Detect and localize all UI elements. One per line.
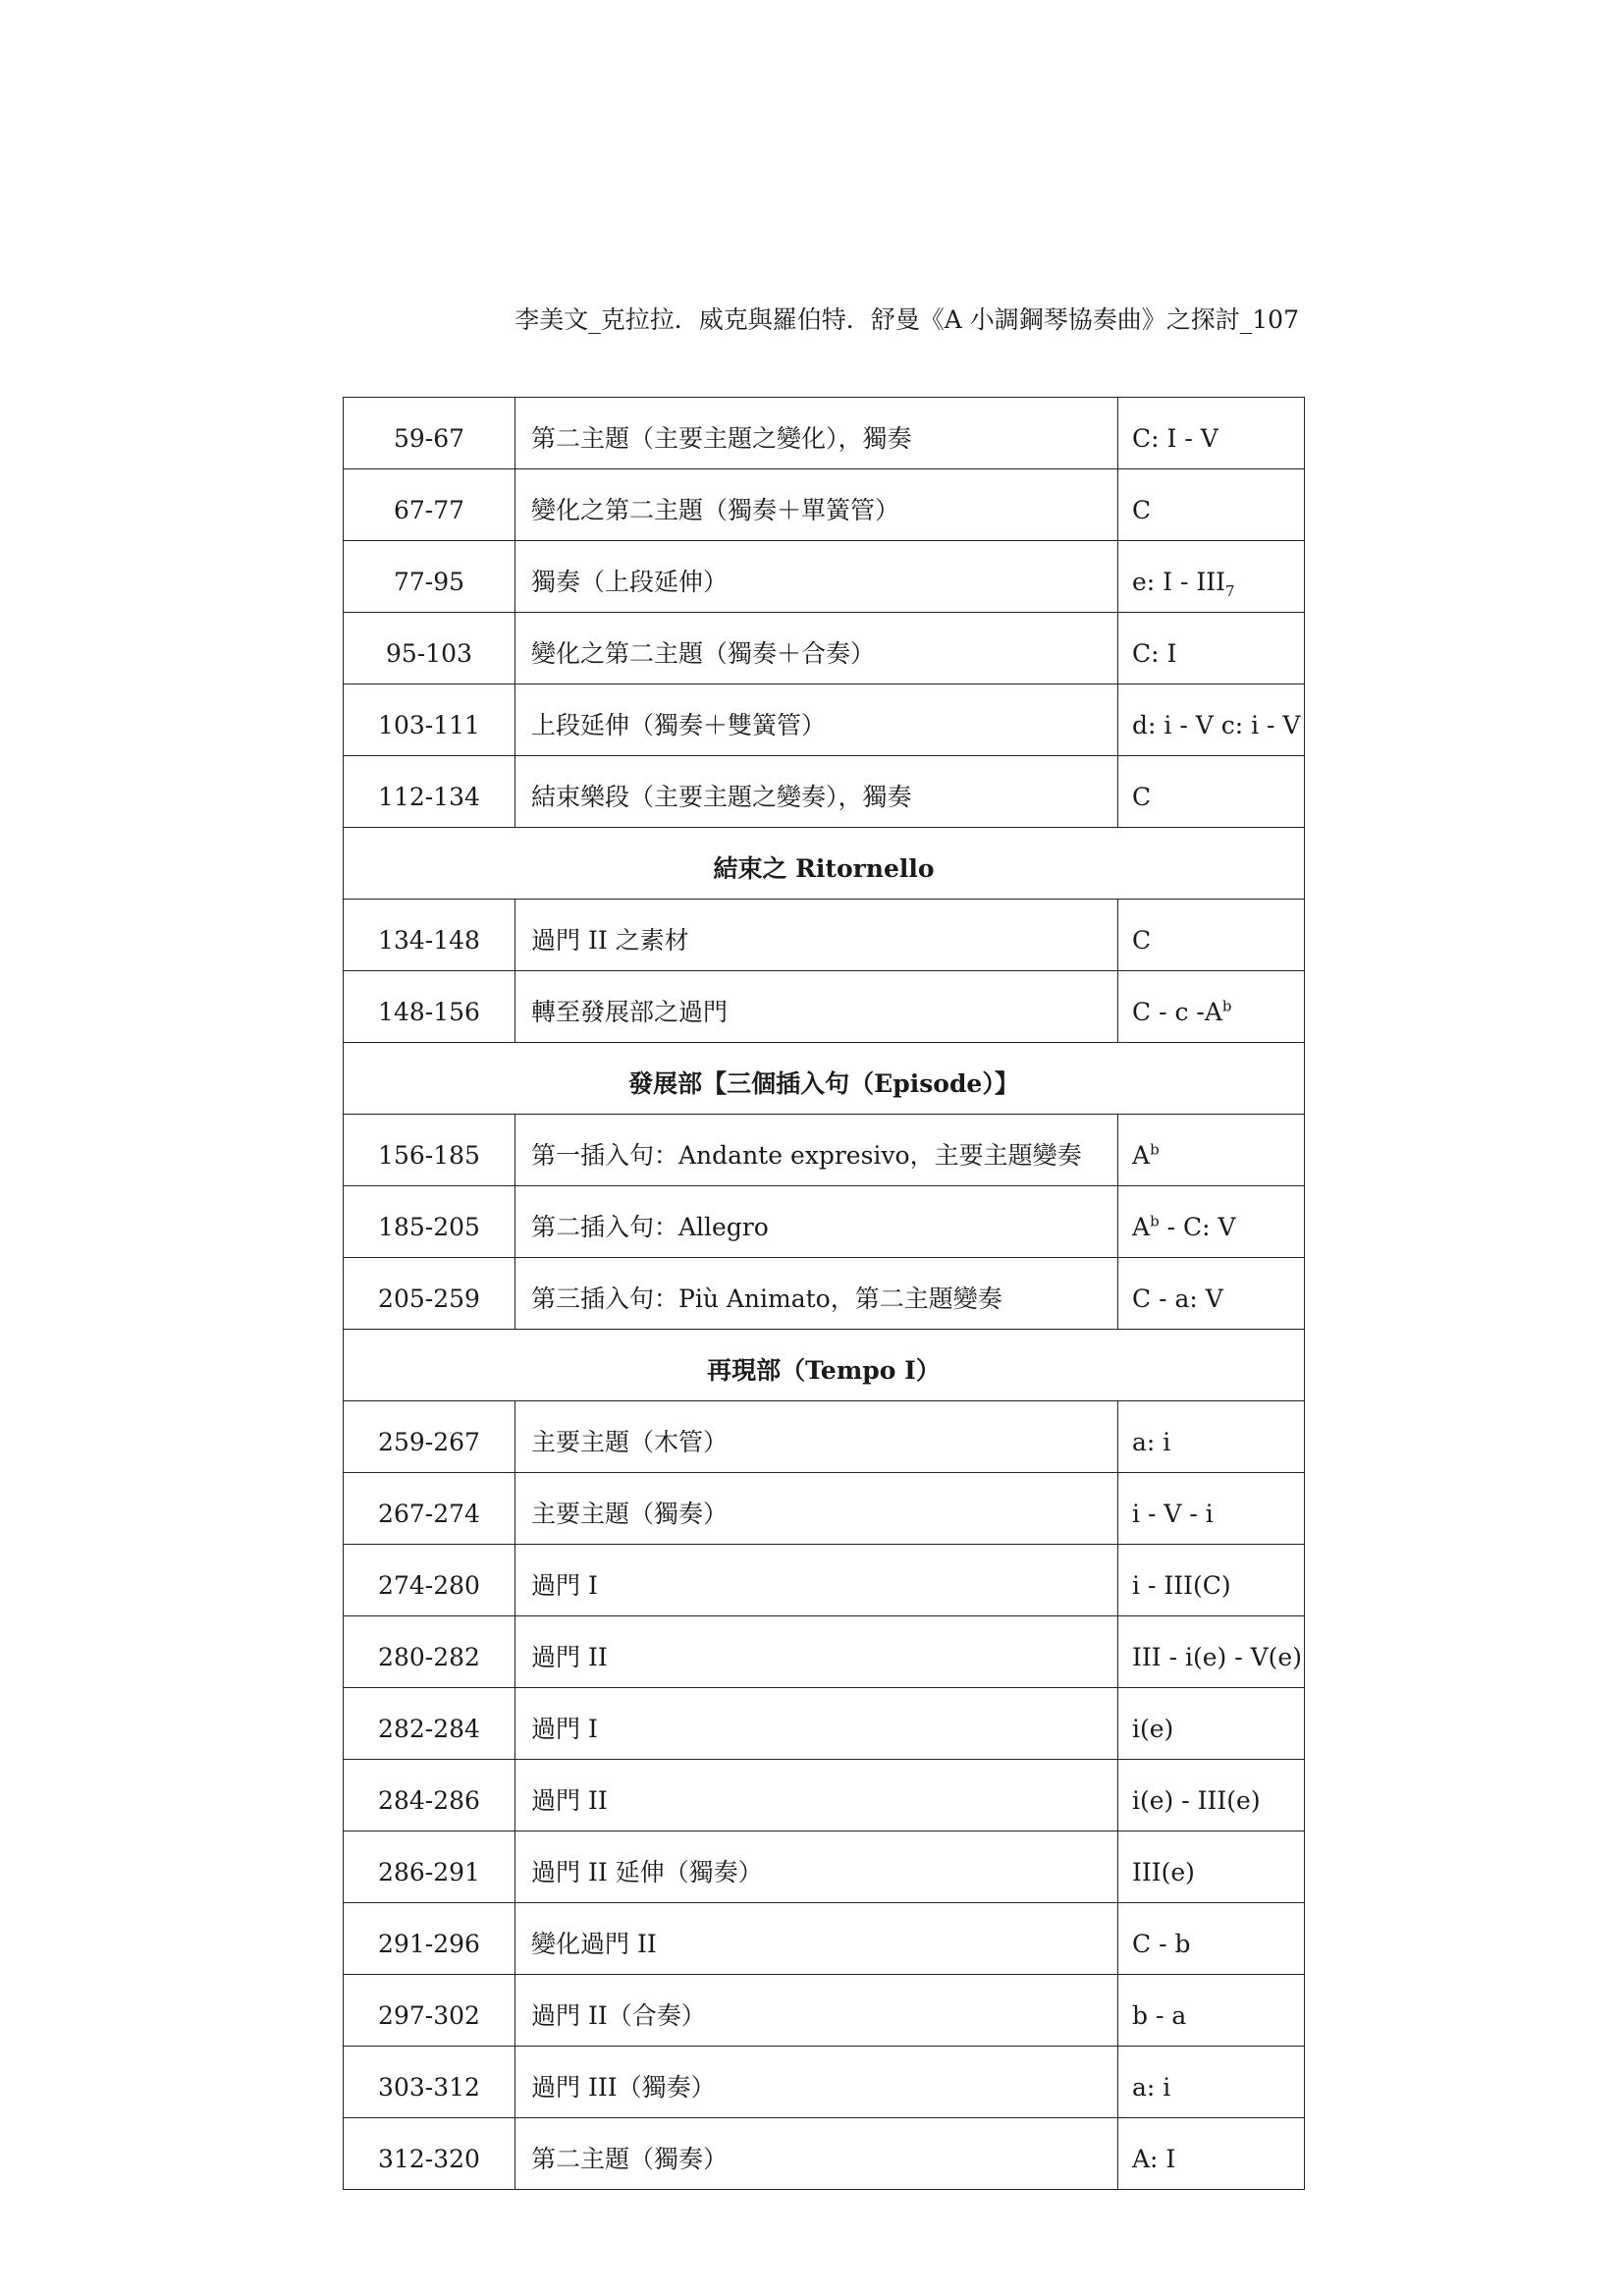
table-row xyxy=(344,1831,1305,1903)
harmony-cell xyxy=(1118,1401,1305,1473)
flat-superscript: b xyxy=(1221,997,1232,1015)
table-row xyxy=(344,1975,1305,2047)
harmony-cell xyxy=(1118,1616,1305,1688)
running-header: 李美文_克拉拉．威克與羅伯特．舒曼《A 小調鋼琴協奏曲》之探討_107 xyxy=(514,305,1299,334)
content-cell: 過門 II xyxy=(515,1760,1118,1831)
measures-cell: 282-284 xyxy=(344,1688,515,1760)
content-cell: 第二主題（獨奏） xyxy=(515,2118,1118,2190)
harmony-cell xyxy=(1118,613,1305,684)
harmony-cell xyxy=(1118,2118,1305,2190)
measures-cell: 59-67 xyxy=(344,398,515,469)
table-row xyxy=(344,971,1305,1043)
measures-cell: 185-205 xyxy=(344,1186,515,1258)
harmony-text: A xyxy=(1132,1141,1151,1170)
section-header-row xyxy=(344,828,1305,900)
table-row xyxy=(344,1115,1305,1186)
section-header-row xyxy=(344,1330,1305,1401)
content-cell: 獨奏（上段延伸） xyxy=(515,541,1118,613)
table-row xyxy=(344,1903,1305,1975)
table-row xyxy=(344,1545,1305,1616)
measures-cell: 259-267 xyxy=(344,1401,515,1473)
content-cell: 轉至發展部之過門 xyxy=(515,971,1118,1043)
table-row xyxy=(344,900,1305,971)
table-row xyxy=(344,1401,1305,1473)
analysis-table xyxy=(343,397,1305,2190)
harmony-text: d: i - V c: i - V xyxy=(1132,711,1301,739)
table-row xyxy=(344,1616,1305,1688)
harmony-cell xyxy=(1118,541,1305,613)
table-row xyxy=(344,541,1305,613)
harmony-cell xyxy=(1118,1760,1305,1831)
harmony-text: i(e) - III(e) xyxy=(1132,1786,1261,1815)
table-row xyxy=(344,398,1305,469)
content-cell: 第二插入句：Allegro xyxy=(515,1186,1118,1258)
table-row xyxy=(344,684,1305,756)
content-cell: 變化之第二主題（獨奏＋合奏） xyxy=(515,613,1118,684)
harmony-text: a: i xyxy=(1132,1428,1171,1456)
harmony-cell xyxy=(1118,1473,1305,1545)
harmony-text: i(e) xyxy=(1132,1715,1174,1743)
harmony-text: C - a: V xyxy=(1132,1285,1223,1313)
content-cell: 主要主題（獨奏） xyxy=(515,1473,1118,1545)
measures-cell: 274-280 xyxy=(344,1545,515,1616)
harmony-text: i - V - i xyxy=(1132,1500,1214,1528)
harmony-text: a: i xyxy=(1132,2073,1171,2102)
table-row xyxy=(344,469,1305,541)
harmony-text: e: I - III xyxy=(1132,568,1226,596)
measures-cell: 134-148 xyxy=(344,900,515,971)
measures-cell: 67-77 xyxy=(344,469,515,541)
harmony-text: i - III(C) xyxy=(1132,1571,1231,1600)
content-cell: 結束樂段（主要主題之變奏），獨奏 xyxy=(515,756,1118,828)
harmony-text: III - i(e) - V(e) xyxy=(1132,1643,1302,1671)
measures-cell: 267-274 xyxy=(344,1473,515,1545)
measures-cell: 284-286 xyxy=(344,1760,515,1831)
harmony-text: A: I xyxy=(1132,2145,1176,2173)
harmony-cell xyxy=(1118,900,1305,971)
measures-cell: 95-103 xyxy=(344,613,515,684)
content-cell: 主要主題（木管） xyxy=(515,1401,1118,1473)
content-cell: 過門 II xyxy=(515,1616,1118,1688)
measures-cell: 312-320 xyxy=(344,2118,515,2190)
harmony-cell xyxy=(1118,1115,1305,1186)
flat-superscript: b xyxy=(1150,1140,1160,1159)
measures-cell: 205-259 xyxy=(344,1258,515,1330)
content-cell: 第三插入句：Più Animato，第二主題變奏 xyxy=(515,1258,1118,1330)
section-title: 發展部【三個插入句（Episode）】 xyxy=(344,1043,1305,1115)
analysis-table-body xyxy=(344,398,1305,2190)
section-title: 結束之 Ritornello xyxy=(344,828,1305,900)
harmony-cell xyxy=(1118,756,1305,828)
harmony-text: b - a xyxy=(1132,2001,1187,2030)
harmony-cell xyxy=(1118,398,1305,469)
chord-subscript: 7 xyxy=(1225,582,1235,600)
harmony-text: III(e) xyxy=(1132,1858,1195,1886)
harmony-text: A xyxy=(1132,1213,1151,1241)
table-row xyxy=(344,1760,1305,1831)
measures-cell: 148-156 xyxy=(344,971,515,1043)
measures-cell: 303-312 xyxy=(344,2047,515,2118)
harmony-text: C xyxy=(1132,496,1152,524)
table-row xyxy=(344,613,1305,684)
measures-cell: 77-95 xyxy=(344,541,515,613)
harmony-cell xyxy=(1118,1688,1305,1760)
harmony-cell xyxy=(1118,971,1305,1043)
content-cell: 過門 II（合奏） xyxy=(515,1975,1118,2047)
measures-cell: 112-134 xyxy=(344,756,515,828)
harmony-text: C xyxy=(1132,926,1152,955)
table-row xyxy=(344,756,1305,828)
harmony-cell xyxy=(1118,684,1305,756)
harmony-text: C xyxy=(1132,783,1152,811)
harmony-text-continued: - C: V xyxy=(1159,1213,1236,1241)
content-cell: 變化過門 II xyxy=(515,1903,1118,1975)
table-row xyxy=(344,1186,1305,1258)
harmony-cell xyxy=(1118,2047,1305,2118)
harmony-cell xyxy=(1118,469,1305,541)
measures-cell: 156-185 xyxy=(344,1115,515,1186)
content-cell: 第二主題（主要主題之變化），獨奏 xyxy=(515,398,1118,469)
measures-cell: 297-302 xyxy=(344,1975,515,2047)
harmony-cell xyxy=(1118,1831,1305,1903)
measures-cell: 103-111 xyxy=(344,684,515,756)
harmony-text: C: I - V xyxy=(1132,424,1218,453)
table-row xyxy=(344,1473,1305,1545)
content-cell: 變化之第二主題（獨奏＋單簧管） xyxy=(515,469,1118,541)
measures-cell: 280-282 xyxy=(344,1616,515,1688)
table-row xyxy=(344,2047,1305,2118)
content-cell: 過門 I xyxy=(515,1688,1118,1760)
table-row xyxy=(344,1258,1305,1330)
harmony-cell xyxy=(1118,1903,1305,1975)
measures-cell: 291-296 xyxy=(344,1903,515,1975)
section-header-row xyxy=(344,1043,1305,1115)
harmony-cell xyxy=(1118,1975,1305,2047)
content-cell: 過門 I xyxy=(515,1545,1118,1616)
harmony-cell xyxy=(1118,1186,1305,1258)
content-cell: 過門 II 延伸（獨奏） xyxy=(515,1831,1118,1903)
harmony-cell xyxy=(1118,1545,1305,1616)
section-title: 再現部（Tempo I） xyxy=(344,1330,1305,1401)
harmony-text: C - b xyxy=(1132,1930,1191,1958)
content-cell: 過門 III（獨奏） xyxy=(515,2047,1118,2118)
table-row xyxy=(344,2118,1305,2190)
content-cell: 過門 II 之素材 xyxy=(515,900,1118,971)
flat-superscript: b xyxy=(1150,1212,1160,1230)
content-cell: 第一插入句：Andante expresivo，主要主題變奏 xyxy=(515,1115,1118,1186)
table-row xyxy=(344,1688,1305,1760)
measures-cell: 286-291 xyxy=(344,1831,515,1903)
harmony-cell xyxy=(1118,1258,1305,1330)
harmony-text: C - c -A xyxy=(1132,998,1222,1026)
content-cell: 上段延伸（獨奏＋雙簧管） xyxy=(515,684,1118,756)
harmony-text: C: I xyxy=(1132,639,1177,668)
